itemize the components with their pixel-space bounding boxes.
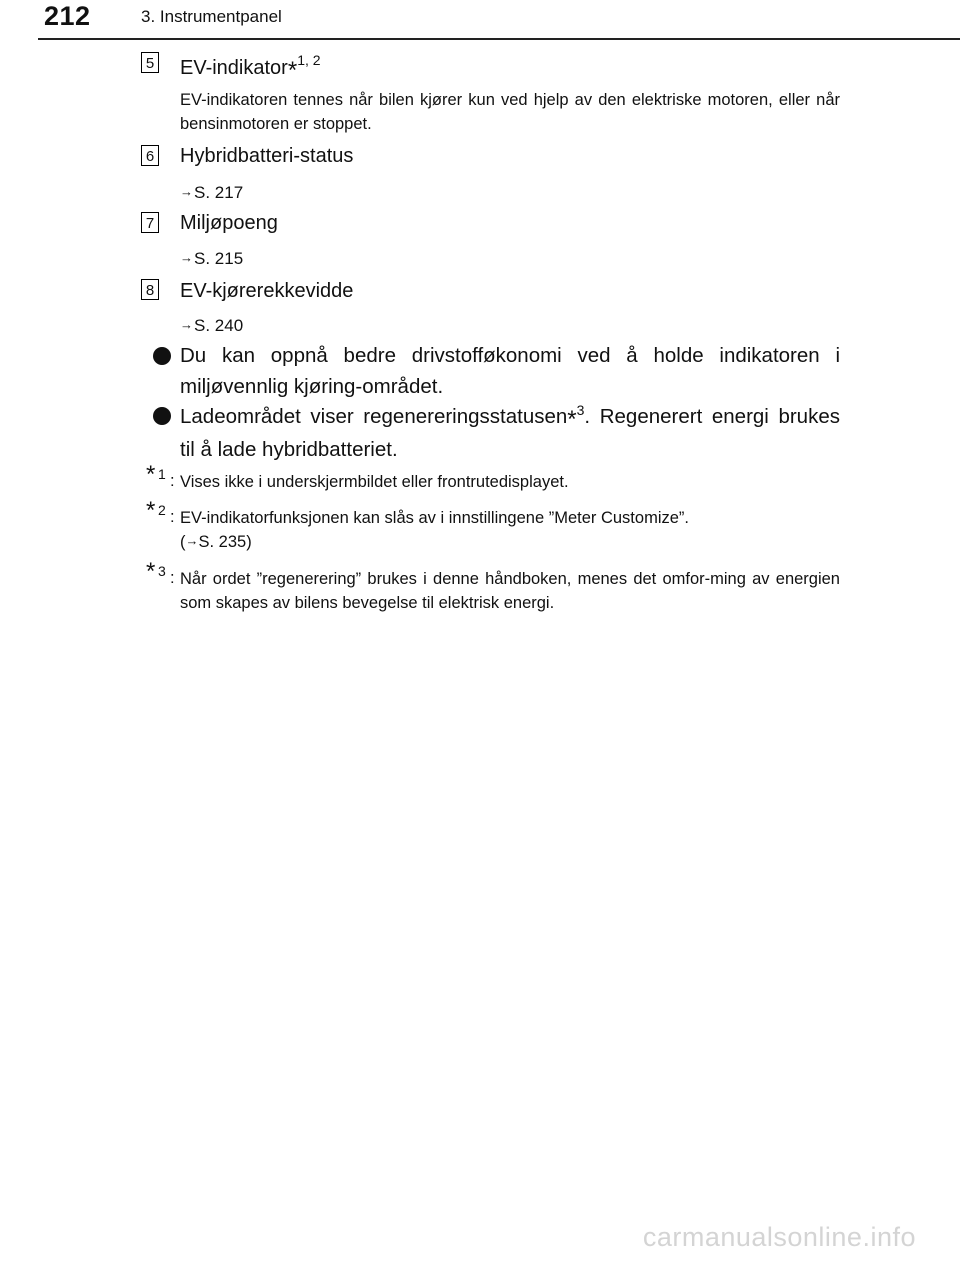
page-reference[interactable]: (→S. 235) xyxy=(180,533,252,551)
footnote-mark: 3 xyxy=(158,563,166,579)
header-divider xyxy=(38,38,960,40)
arrow-right-icon: → xyxy=(180,250,193,265)
watermark: carmanualsonline.info xyxy=(642,1222,916,1252)
page-number: 212 xyxy=(44,1,91,31)
section-title: 3. Instrumentpanel xyxy=(141,7,282,26)
page-reference-text: S. 235 xyxy=(198,533,247,551)
arrow-right-icon: → xyxy=(185,533,199,548)
bullet-icon xyxy=(153,347,171,365)
footnote-reference: 3 xyxy=(576,402,585,418)
footnote-reference: 1, 2 xyxy=(297,52,321,68)
asterisk-icon: * xyxy=(287,57,298,84)
page-reference[interactable] xyxy=(180,249,243,269)
item-number-badge: 5 xyxy=(141,52,159,73)
asterisk-icon: * xyxy=(146,461,156,488)
bullet-text-part: . Regenerert energi brukes til å lade hybridbatteriet. xyxy=(180,405,840,461)
page-reference-text: S. 215 xyxy=(194,249,244,268)
item-number-badge: 7 xyxy=(141,212,159,233)
page-reference[interactable] xyxy=(180,316,243,336)
footnote-mark: 1 xyxy=(158,466,166,482)
bullet-text-part: Ladeområdet viser regenereringsstatusen xyxy=(180,405,568,428)
item-number-badge: 8 xyxy=(141,279,159,300)
bullet-text xyxy=(180,400,840,465)
footnote-colon: : xyxy=(170,472,175,490)
asterisk-icon: * xyxy=(146,558,156,585)
footnote-mark: 2 xyxy=(158,502,166,518)
page-reference-text: S. 217 xyxy=(194,183,244,202)
page-reference-text: S. 240 xyxy=(194,316,244,335)
page-header xyxy=(0,0,960,40)
footnote-text: Vises ikke i underskjermbildet eller frontrutedisplayet. xyxy=(180,473,569,491)
footnote-text: Når ordet ”regenerering” brukes i denne håndboken, menes det omfor-ming av energien som skapes av bilens bevegelse til elektrisk energi. xyxy=(180,570,840,612)
footnote-text-part: EV-indikatorfunksjonen kan slås av i innstillingene ”Meter Customize”. xyxy=(180,509,689,527)
item-title-hybrid-battery: Hybridbatteri-status xyxy=(180,145,354,167)
footnote-text xyxy=(180,506,840,555)
item-title-ev-indicator xyxy=(180,52,321,84)
bullet-text: Du kan oppnå bedre drivstofføkonomi ved å holde indikatoren i miljøvennlig kjøring-området. xyxy=(180,344,840,398)
item-number-badge: 6 xyxy=(141,145,159,166)
bullet-icon xyxy=(153,407,171,425)
item-description: EV-indikatoren tennes når bilen kjører kun ved hjelp av den elektriske motoren, eller når bensinmotoren er stoppet. xyxy=(180,91,840,133)
arrow-right-icon: → xyxy=(180,184,193,199)
asterisk-icon: * xyxy=(146,497,156,524)
footnote-colon: : xyxy=(170,569,175,587)
item-title-text: EV-indikator xyxy=(180,57,288,79)
item-title-ev-range: EV-kjørerekkevidde xyxy=(180,280,354,302)
item-title-eco-score: Miljøpoeng xyxy=(180,212,278,234)
page-reference[interactable] xyxy=(180,183,243,203)
arrow-right-icon: → xyxy=(180,317,193,332)
asterisk-icon: * xyxy=(567,406,577,433)
footnote-colon: : xyxy=(170,508,175,526)
